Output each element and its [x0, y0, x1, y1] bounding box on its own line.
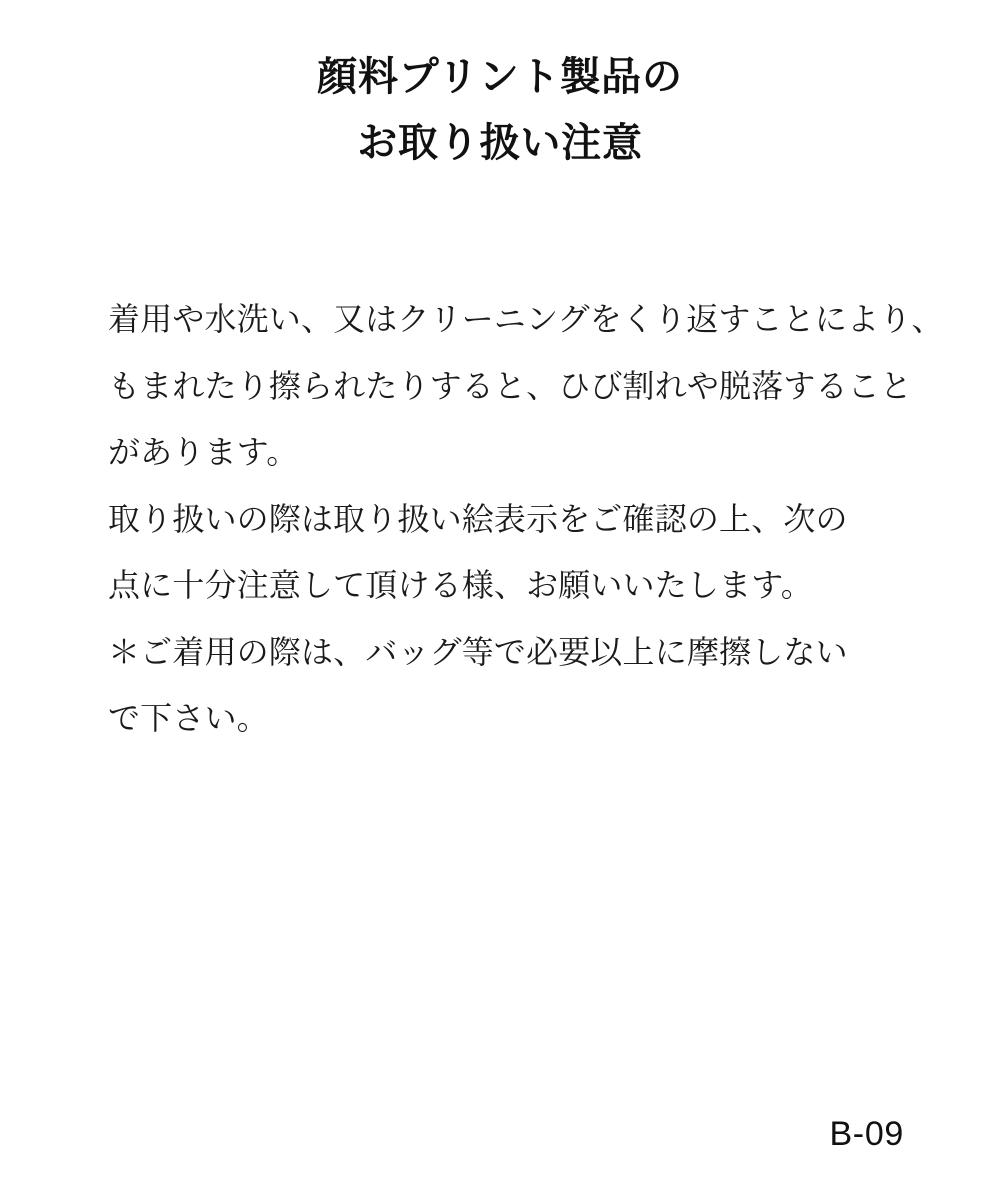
care-instruction-line: ＊ご着用の際は、バッグ等で必要以上に摩擦しない [108, 633, 848, 670]
care-instruction-line: 取り扱いの際は取り扱い絵表示をご確認の上、次の [108, 500, 848, 537]
care-instruction-line: で下さい。 [108, 700, 269, 737]
care-instruction-line: もまれたり擦られたりすると、ひび割れや脱落すること [108, 367, 913, 404]
care-instruction-line: 点に十分注意して頂ける様、お願いいたします。 [108, 567, 813, 604]
page-title [0, 0, 1000, 176]
care-instruction-line: があります。 [108, 434, 299, 471]
page-title-line-1: 顔料プリント製品の [317, 55, 683, 99]
care-instruction-line: 着用や水洗い、又はクリーニングをくり返すことにより、 [108, 301, 944, 337]
page-title-line-2: お取り扱い注意 [357, 121, 643, 165]
care-instructions [0, 286, 1000, 752]
document-code: B-09 [829, 1115, 904, 1153]
